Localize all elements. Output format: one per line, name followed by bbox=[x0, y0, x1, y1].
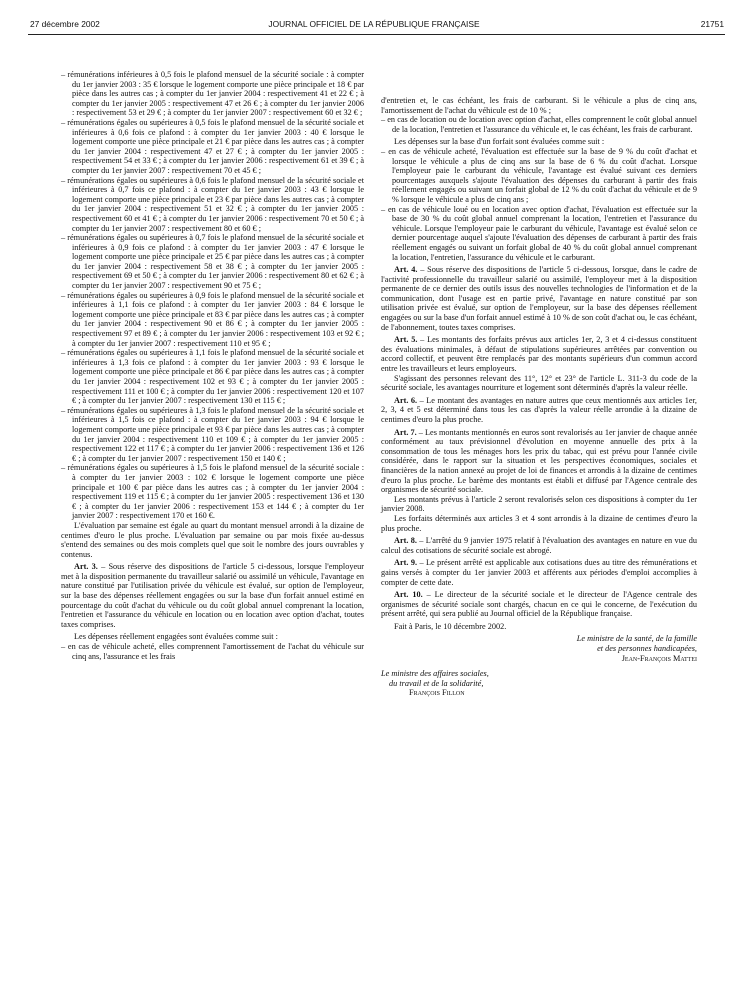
list-item: – en cas de véhicule loué ou en location avec option d'achat, l'évaluation est effectuée sur la base de 30 % du coût global annuel comprenant la location, l'entretien et l'assurance du véhicule. Lorsque l'employeur paie le carburant du véhicule, l'avantage est évalué selon ce dernier pourcentage auquel s'ajoute l'évaluation des dépenses de carburant à partir des frais réellement engagés ou suivant un forfait global de 40 % du coût global annuel comprenant la location, l'entretien, l'assurance du véhicule et le carburant. bbox=[381, 204, 697, 262]
list-item: – en cas de location ou de location avec option d'achat, elles comprennent le coût global annuel de la location, l'entretien et l'assurance du véhicule et, le cas échéant, les frais de carburant. bbox=[381, 115, 697, 134]
article-label: Art. 3. bbox=[74, 562, 98, 572]
paragraph: Les dépenses sur la base d'un forfait sont évaluées comme suit : bbox=[394, 137, 605, 147]
paragraph: L'évaluation par semaine est égale au quart du montant mensuel arrondi à la dizaine de centimes d'euro le plus proche. L'évaluation par semaine ou par mois fixée au-dessus s'entend des semaines ou des mois complets quel que soit le nombre des jours ouvrables y contenus. bbox=[61, 520, 364, 559]
header-journal-title: JOURNAL OFFICIEL DE LA RÉPUBLIQUE FRANÇAISE bbox=[268, 19, 480, 29]
signature-title: et des personnes handicapées, bbox=[597, 644, 697, 654]
list-item: – rémunérations égales ou supérieures à 0,9 fois le plafond mensuel de la sécurité sociale et inférieures à 1,1 fois ce plafond : à compter du 1er janvier 2003 : 84 € lorsque le logement comporte une pièce principale et 83 € par pièce dans les autres cas ; à compter du 1er janvier 2004 : respectivement 90 et 86 € ; à compter du 1er janvier 2005 : respectivement 97 et 89 € ; à compter du 1er janvier 2006 : respectivement 103 et 92 € ; à compter du 1er janvier 2007 : respectivement 110 et 95 € ; bbox=[61, 290, 364, 348]
signature-minister-social bbox=[381, 669, 697, 698]
article-text: – Le directeur de la sécurité sociale et le directeur de l'Agence centrale des organismes de sécurité sociale sont chargés, chacun en ce qui le concerne, de l'exécution du présent arrêté, qui sera publié au Journal officiel de la République française. bbox=[381, 590, 697, 619]
article-text: – Les montants des forfaits prévus aux articles 1er, 2, 3 et 4 ci-dessus constituent des évaluations minimales, à défaut de stipulations supérieures arrêtées par convention ou accord collectif, et peuvent être remplacés par des montants supérieurs d'un commun accord entre les travailleurs et leurs employeurs. bbox=[381, 335, 698, 374]
article-text: – Le présent arrêté est applicable aux cotisations dues au titre des rémunérations et gains versés à compter du 1er janvier 2003 et afférents aux périodes d'emploi accomplies à compter de cette date. bbox=[381, 558, 697, 587]
list-item: – en cas de véhicule acheté, elles comprennent l'amortissement de l'achat du véhicule sur cinq ans, l'assurance et les frais bbox=[61, 642, 364, 661]
list-item: – rémunérations inférieures à 0,5 fois le plafond mensuel de la sécurité sociale : à compter du 1er janvier 2003 : 35 € lorsque le logement comporte une pièce principale et 18 € par pièce dans les autres cas ; à compter du 1er janvier 2004 : respectivement 41 et 22 € ; à compter du 1er janvier 2005 : respectivement 47 et 26 € ; à compter du 1er janvier 2006 : respectivement 53 et 29 € ; à compter du 1er janvier 2007 : respectivement 60 et 32 € ; bbox=[61, 70, 364, 118]
article-label: Art. 10. bbox=[394, 590, 423, 600]
article-label: Art. 9. bbox=[394, 558, 418, 568]
paragraph: Les dépenses réellement engagées sont évaluées comme suit : bbox=[74, 632, 278, 642]
signature-name: François Fillon bbox=[409, 688, 465, 698]
paragraph: d'entretien et, le cas échéant, les frais de carburant. Si le véhicule a plus de cinq ans, l'amortissement de l'achat du véhicule est de 10 % ; bbox=[381, 96, 697, 115]
header-rule bbox=[28, 34, 725, 35]
article-10 bbox=[381, 590, 697, 619]
list-item: – rémunérations égales ou supérieures à 0,6 fois le plafond mensuel de la sécurité sociale et inférieures à 0,7 fois ce plafond : à compter du 1er janvier 2003 : 43 € lorsque le logement comporte une pièce principale et 23 € par pièce dans les autres cas ; à compter du 1er janvier 2004 : respectivement 51 et 32 € ; à compter du 1er janvier 2005 : respectivement 60 et 41 € ; à compter du 1er janvier 2006 : respectivement 70 et 50 € ; à compter du 1er janvier 2007 : respectivement 80 et 60 € ; bbox=[61, 175, 364, 233]
header-page-number: 21751 bbox=[700, 19, 724, 29]
list-item: – rémunérations égales ou supérieures à 1,1 fois le plafond mensuel de la sécurité sociale et inférieures à 1,3 fois ce plafond : à compter du 1er janvier 2003 : 93 € lorsque le logement comporte une pièce principale et 86 € par pièce dans les autres cas ; à compter du 1er janvier 2004 : respectivement 102 et 93 € ; à compter du 1er janvier 2005 : respectivement 111 et 100 € ; à compter du 1er janvier 2006 : respectivement 120 et 107 € ; à compter du 1er janvier 2007 : respectivement 130 et 115 € ; bbox=[61, 348, 364, 406]
list-item: – rémunérations égales ou supérieures à 1,5 fois le plafond mensuel de la sécurité sociale : à compter du 1er janvier 2003 : 102 € lorsque le logement comporte une pièce principale et 100 € par pièce dans les autres cas ; à compter du 1er janvier 2004 : respectivement 119 et 115 € ; à compter du 1er janvier 2005 : respectivement 136 et 130 € ; à compter du 1er janvier 2006 : respectivement 153 et 144 € ; à compter du 1er janvier 2007 : respectivement 170 et 160 €. bbox=[61, 463, 364, 521]
signature-title: Le ministre de la santé, de la famille bbox=[576, 634, 697, 644]
article-text: – Le montant des avantages en nature autres que ceux mentionnés aux articles 1er, 2, 3, 4 et 5 est déterminé dans tous les cas d'après la valeur réelle arrondie à la dizaine de centimes d'euro la plus proche. bbox=[381, 395, 697, 424]
paragraph: Les montants prévus à l'article 2 seront revalorisés selon ces dispositions à compter du 1er janvier 2008. bbox=[381, 494, 697, 514]
left-column bbox=[61, 70, 364, 661]
article-text: – L'arrêté du 9 janvier 1975 relatif à l'évaluation des avantages en nature en vue du calcul des cotisations de sécurité sociale est abrogé. bbox=[381, 536, 697, 555]
signature-title: du travail et de la solidarité, bbox=[389, 678, 484, 688]
paragraph: Les forfaits déterminés aux articles 3 et 4 sont arrondis à la dizaine de centimes d'euro la plus proche. bbox=[381, 513, 697, 533]
article-8 bbox=[381, 536, 697, 555]
article-label: Art. 7. bbox=[394, 427, 417, 437]
article-6 bbox=[381, 396, 697, 425]
right-column bbox=[381, 96, 697, 698]
header-date: 27 décembre 2002 bbox=[30, 19, 100, 29]
list-item: – rémunérations égales ou supérieures à 1,3 fois le plafond mensuel de la sécurité sociale et inférieures à 1,5 fois ce plafond : à compter du 1er janvier 2003 : 94 € lorsque le logement comporte une pièce principale et 93 € par pièce dans les autres cas ; à compter du 1er janvier 2004 : respectivement 110 et 109 € ; à compter du 1er janvier 2005 : respectivement 122 et 117 € ; à compter du 1er janvier 2006 : respectivement 136 et 126 € ; à compter du 1er janvier 2007 : respectivement 150 et 140 € ; bbox=[61, 405, 364, 463]
article-4 bbox=[381, 265, 697, 332]
list-item: – en cas de véhicule acheté, l'évaluation est effectuée sur la base de 9 % du coût d'achat et lorsque le véhicule a plus de cinq ans sur la base de 6 % du coût d'achat. Lorsque l'employeur paie le carburant du véhicule, l'avantage est évalué suivant ces derniers pourcentages auxquels s'ajoute l'évaluation des dépenses du carburant à partir des frais réellement engagés ou suivant un forfait global de 12 % du coût d'achat du véhicule et de 9 % lorsque le véhicule a plus de cinq ans ; bbox=[381, 146, 697, 204]
signature-minister-health bbox=[381, 634, 697, 663]
article-label: Art. 6. bbox=[394, 395, 418, 405]
article-text: Sous réserve des dispositions de l'article 5 ci-dessous, lorsque l'employeur met à la disposition permanente du travailleur salarié ou assimilé un véhicule, l'avantage en nature constitué par l'utilisation privée du véhicule est évalué, sur option de l'employeur, sur la base des dépenses réellement engagées ou sur la base d'un forfait annuel estimé en pourcentage du coût d'achat du véhicule ou du coût global annuel comprenant la location, l'entretien et l'assurance du véhicule en location ou en location avec option d'achat, toutes taxes comprises. bbox=[61, 562, 364, 629]
article-text: – Les montants mentionnés en euros sont revalorisés au 1er janvier de chaque année conformément au taux prévisionnel d'évolution en moyenne annuelle des prix à la consommation de tous les ménages hors les prix du tabac, qui est prévu pour l'année civile considérée, dans le rapport sur la situation et les perspectives économiques, sociales et financières de la nation annexé au projet de loi de finances et arrondis à la dizaine de centimes d'euro la plus proche. Le barème des montants est établi et diffusé par l'Agence centrale des organismes de sécurité sociale. bbox=[381, 427, 698, 495]
article-7 bbox=[381, 428, 697, 495]
article-label: Art. 8. bbox=[394, 536, 417, 546]
place-date: Fait à Paris, le 10 décembre 2002. bbox=[394, 621, 507, 631]
signature-title: Le ministre des affaires sociales, bbox=[381, 669, 489, 679]
article-5 bbox=[381, 335, 697, 373]
article-label: Art. 5. bbox=[394, 335, 418, 345]
article-label: Art. 4. bbox=[394, 265, 418, 275]
article-9 bbox=[381, 558, 697, 587]
paragraph: S'agissant des personnes relevant des 11°, 12° et 23° de l'article L. 311-3 du code de la sécurité sociale, les avantages nourriture et logement sont déterminés d'après la valeur réelle. bbox=[381, 373, 697, 393]
page-header bbox=[24, 19, 724, 33]
article-text: – Sous réserve des dispositions de l'article 5 ci-dessous, lorsque, dans le cadre de l'activité professionnelle du travailleur salarié ou assimilé, l'employeur met à la disposition permanente de ce dernier des outils issus des nouvelles technologies de l'information et de la communication, dont l'usage est en partie privé, l'avantage en nature constitué par son utilisation privée est évalué, sur option de l'employeur, sur la base des dépenses réellement engagées ou sur la base d'un forfait annuel estimé à 10 % de son coût d'achat ou, le cas échéant, de l'abonnement, toutes taxes comprises. bbox=[381, 265, 697, 332]
signature-name: Jean-François Mattei bbox=[621, 653, 697, 663]
list-item: – rémunérations égales ou supérieures à 0,5 fois le plafond mensuel de la sécurité sociale et inférieures à 0,6 fois ce plafond : à compter du 1er janvier 2003 : 40 € lorsque le logement comporte une pièce principale et 21 € par pièce dans les autres cas ; à compter du 1er janvier 2004 : respectivement 47 et 27 € ; à compter du 1er janvier 2005 : respectivement 54 et 33 € ; à compter du 1er janvier 2006 : respectivement 61 et 39 € ; à compter du 1er janvier 2007 : respectivement 70 et 45 € ; bbox=[61, 117, 364, 175]
list-item: – rémunérations égales ou supérieures à 0,7 fois le plafond mensuel de la sécurité sociale et inférieures à 0,9 fois ce plafond : à compter du 1er janvier 2003 : 47 € lorsque le logement comporte une pièce principale et 25 € par pièce dans les autres cas ; à compter du 1er janvier 2004 : respectivement 58 et 38 € ; à compter du 1er janvier 2005 : respectivement 69 et 50 € ; à compter du 1er janvier 2006 : respectivement 80 et 62 € ; à compter du 1er janvier 2007 : respectivement 90 et 75 € ; bbox=[61, 233, 364, 291]
article-3: Art. 3. – Sous réserve des dispositions de l'article 5 ci-dessous, lorsque l'employeur met à la disposition permanente du travailleur salarié ou assimilé un véhicule, l'avantage en nature constitué par l'utilisation privée du véhicule est évalué, sur option de l'employeur, sur la base des dépenses réellement engagées ou sur la base d'un forfait annuel estimé en pourcentage du coût d'achat du véhicule ou du coût global annuel comprenant la location, l'entretien et l'assurance du véhicule en location ou en location avec option d'achat, toutes taxes comprises. bbox=[61, 562, 364, 629]
